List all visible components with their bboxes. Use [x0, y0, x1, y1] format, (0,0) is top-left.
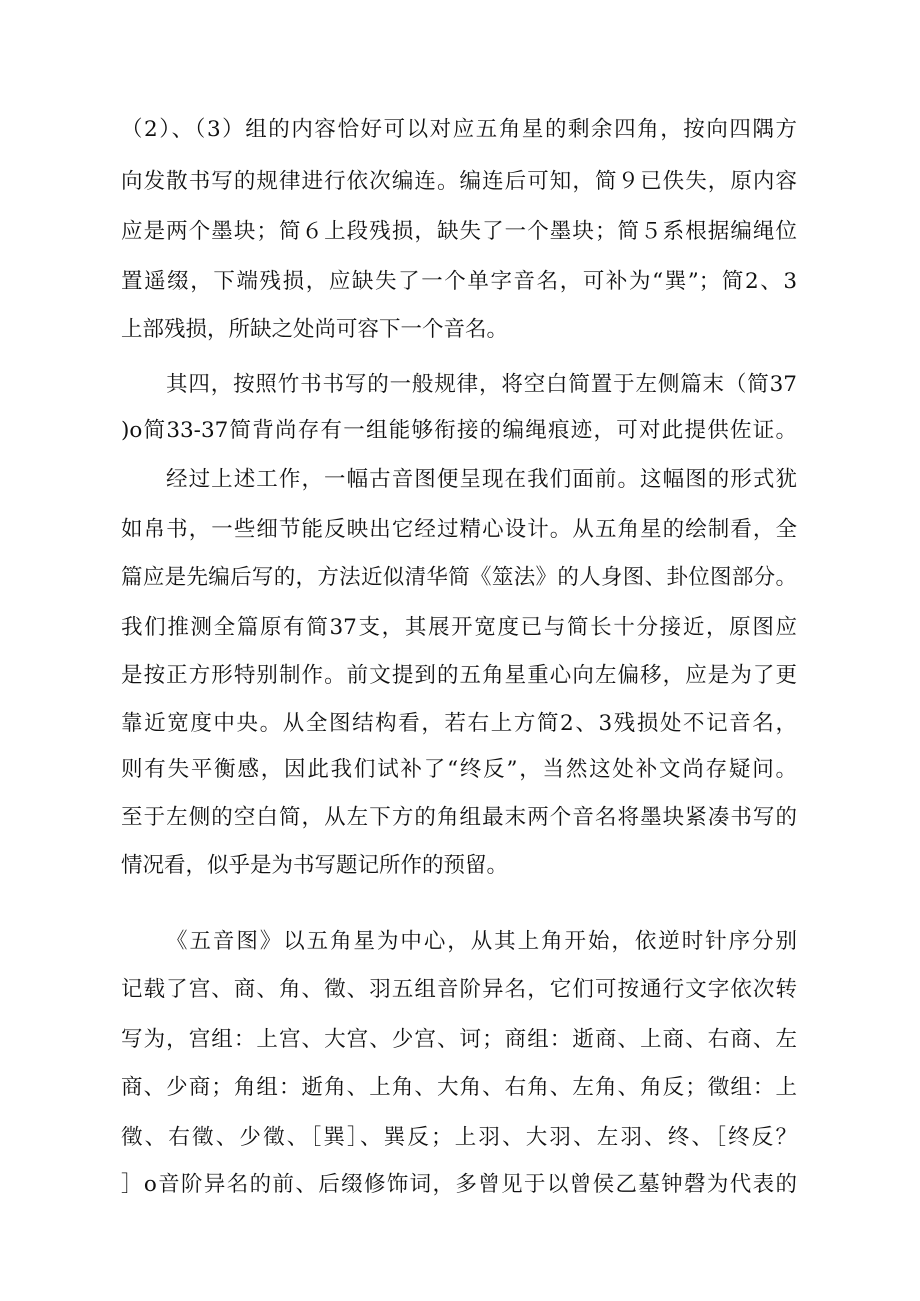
text-line: 至于左侧的空白简，从左下方的角组最末两个音名将墨块紧凑书写的: [121, 805, 797, 830]
text-line: 篇应是先编后写的，方法近似清华简《筮法》的人身图、卦位图部分。: [121, 565, 797, 590]
text-line: 如帛书，一些细节能反映出它经过精心设计。从五角星的绘制看，全: [121, 517, 797, 542]
text-line: （2）、（3）组的内容恰好可以对应五角星的剩余四角，按向四隅方: [121, 117, 797, 142]
text-line: )o简33-37简背尚存有一组能够衔接的编绳痕迹，可对此提供佐证。: [121, 418, 797, 443]
text-line: 应是两个墨块；简６上段残损，缺失了一个墨块；简５系根据编绳位: [121, 219, 797, 244]
text-line: 徵、右徵、少徵、［巽］、巽反；上羽、大羽、左羽、终、［终反？: [121, 1125, 797, 1150]
text-line: ］o音阶异名的前、后缀修饰词，多曾见于以曾侯乙墓钟磬为代表的: [121, 1172, 797, 1197]
text-line: 我们推测全篇原有简37支，其展开宽度已与简长十分接近，原图应: [121, 615, 797, 640]
text-line: 商、少商；角组：逝角、上角、大角、右角、左角、角反；徵组：上: [121, 1075, 797, 1100]
text-line: 其四，按照竹书书写的一般规律，将空白简置于左侧篇末（简37: [166, 372, 797, 397]
text-line: 记载了宫、商、角、徵、羽五组音阶异名，它们可按通行文字依次转: [121, 977, 797, 1002]
text-line: 置遥缀，下端残损，应缺失了一个单字音名，可补为“巽”；简2、3: [121, 269, 797, 294]
text-line: 向发散书写的规律进行依次编连。编连后可知，简９已佚失，原内容: [121, 169, 797, 194]
text-line: 情况看，似乎是为书写题记所作的预留。: [121, 853, 509, 878]
text-line: 是按正方形特别制作。前文提到的五角星重心向左偏移，应是为了更: [121, 663, 797, 688]
text-line: 写为，宫组：上宫、大宫、少宫、诃；商组：逝商、上商、右商、左: [121, 1027, 797, 1052]
text-line: 则有失平衡感，因此我们试补了“终反”，当然这处补文尚存疑问。: [121, 757, 797, 782]
text-line: 经过上述工作，一幅古音图便呈现在我们面前。这幅图的形式犹: [166, 467, 797, 492]
text-line: 上部残损，所缺之处尚可容下一个音名。: [121, 317, 509, 342]
text-line: 靠近宽度中央。从全图结构看，若右上方简2、3残损处不记音名，: [121, 711, 797, 736]
text-line: 《五音图》以五角星为中心，从其上角开始，依逆时针序分别: [166, 929, 797, 954]
